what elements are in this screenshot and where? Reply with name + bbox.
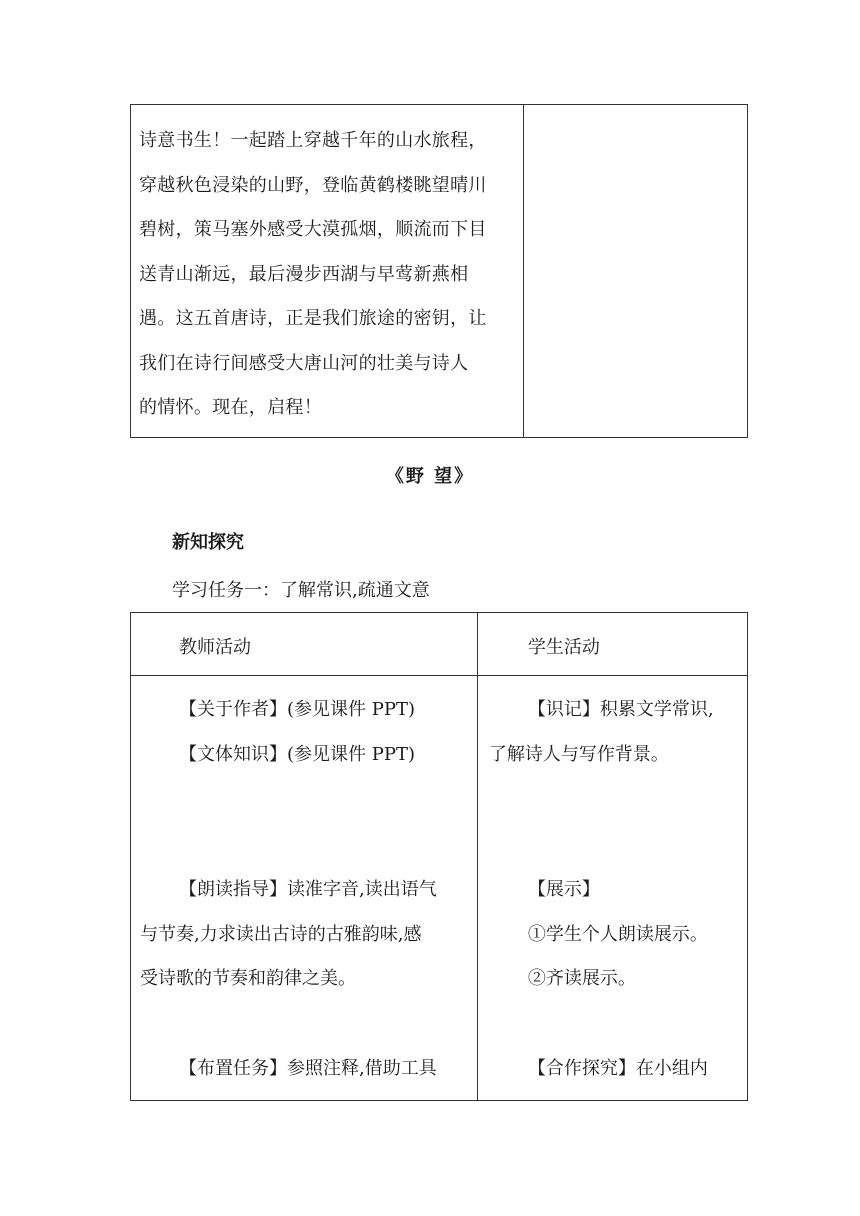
intro-line: 穿越秋色浸染的山野，登临黄鹤楼眺望晴川 [139,174,487,196]
poem-title: 《野 望》 [385,466,475,487]
intro-empty-cell [523,105,747,438]
student-coop-line: 【合作探究】在小组内 [527,1058,708,1079]
intro-line: 碧树，策马塞外感受大漠孤烟，顺流而下目 [139,219,487,240]
teacher-reading-line: 【朗读指导】读准字音,读出语气 [179,879,437,900]
student-activity-cell [477,676,747,1101]
section-heading: 新知探究 [172,532,244,553]
intro-line: 遇。这五首唐诗，正是我们旅途的密钥，让 [139,308,487,329]
teacher-author-line: 【关于作者】(参见课件 PPT) [179,699,415,720]
teacher-reading-line: 受诗歌的节奏和韵律之美。 [140,968,356,989]
student-header-cell [477,613,747,676]
student-header: 学生活动 [527,637,600,658]
task-line: 学习任务一：了解常识,疏通文意 [172,580,430,601]
teacher-genre-line: 【文体知识】(参见课件 PPT) [179,744,415,765]
intro-paragraph [131,105,523,431]
activity-table [130,612,748,1101]
intro-table [130,104,748,438]
teacher-reading-line: 与节奏,力求读出古诗的古雅韵味,感 [140,924,422,945]
intro-line: 我们在诗行间感受大唐山河的壮美与诗人 [139,352,469,374]
teacher-assign-line: 【布置任务】参照注释,借助工具 [179,1058,437,1079]
student-show-heading: 【展示】 [527,879,600,900]
student-show-item: ①学生个人朗读展示。 [527,924,708,945]
intro-line: 送青山渐远，最后漫步西湖与早莺新燕相 [139,263,469,285]
intro-line: 的情怀。现在，启程！ [139,397,322,418]
teacher-activity-cell [131,676,478,1101]
student-memo-line: 了解诗人与写作背景。 [488,744,669,765]
teacher-header-cell [131,613,478,676]
intro-line: 诗意书生！一起踏上穿越千年的山水旅程， [139,130,487,151]
intro-cell [131,105,524,438]
student-memo-line: 【识记】积累文学常识, [527,699,714,720]
student-show-item: ②齐读展示。 [527,968,636,989]
teacher-header: 教师活动 [179,637,251,658]
